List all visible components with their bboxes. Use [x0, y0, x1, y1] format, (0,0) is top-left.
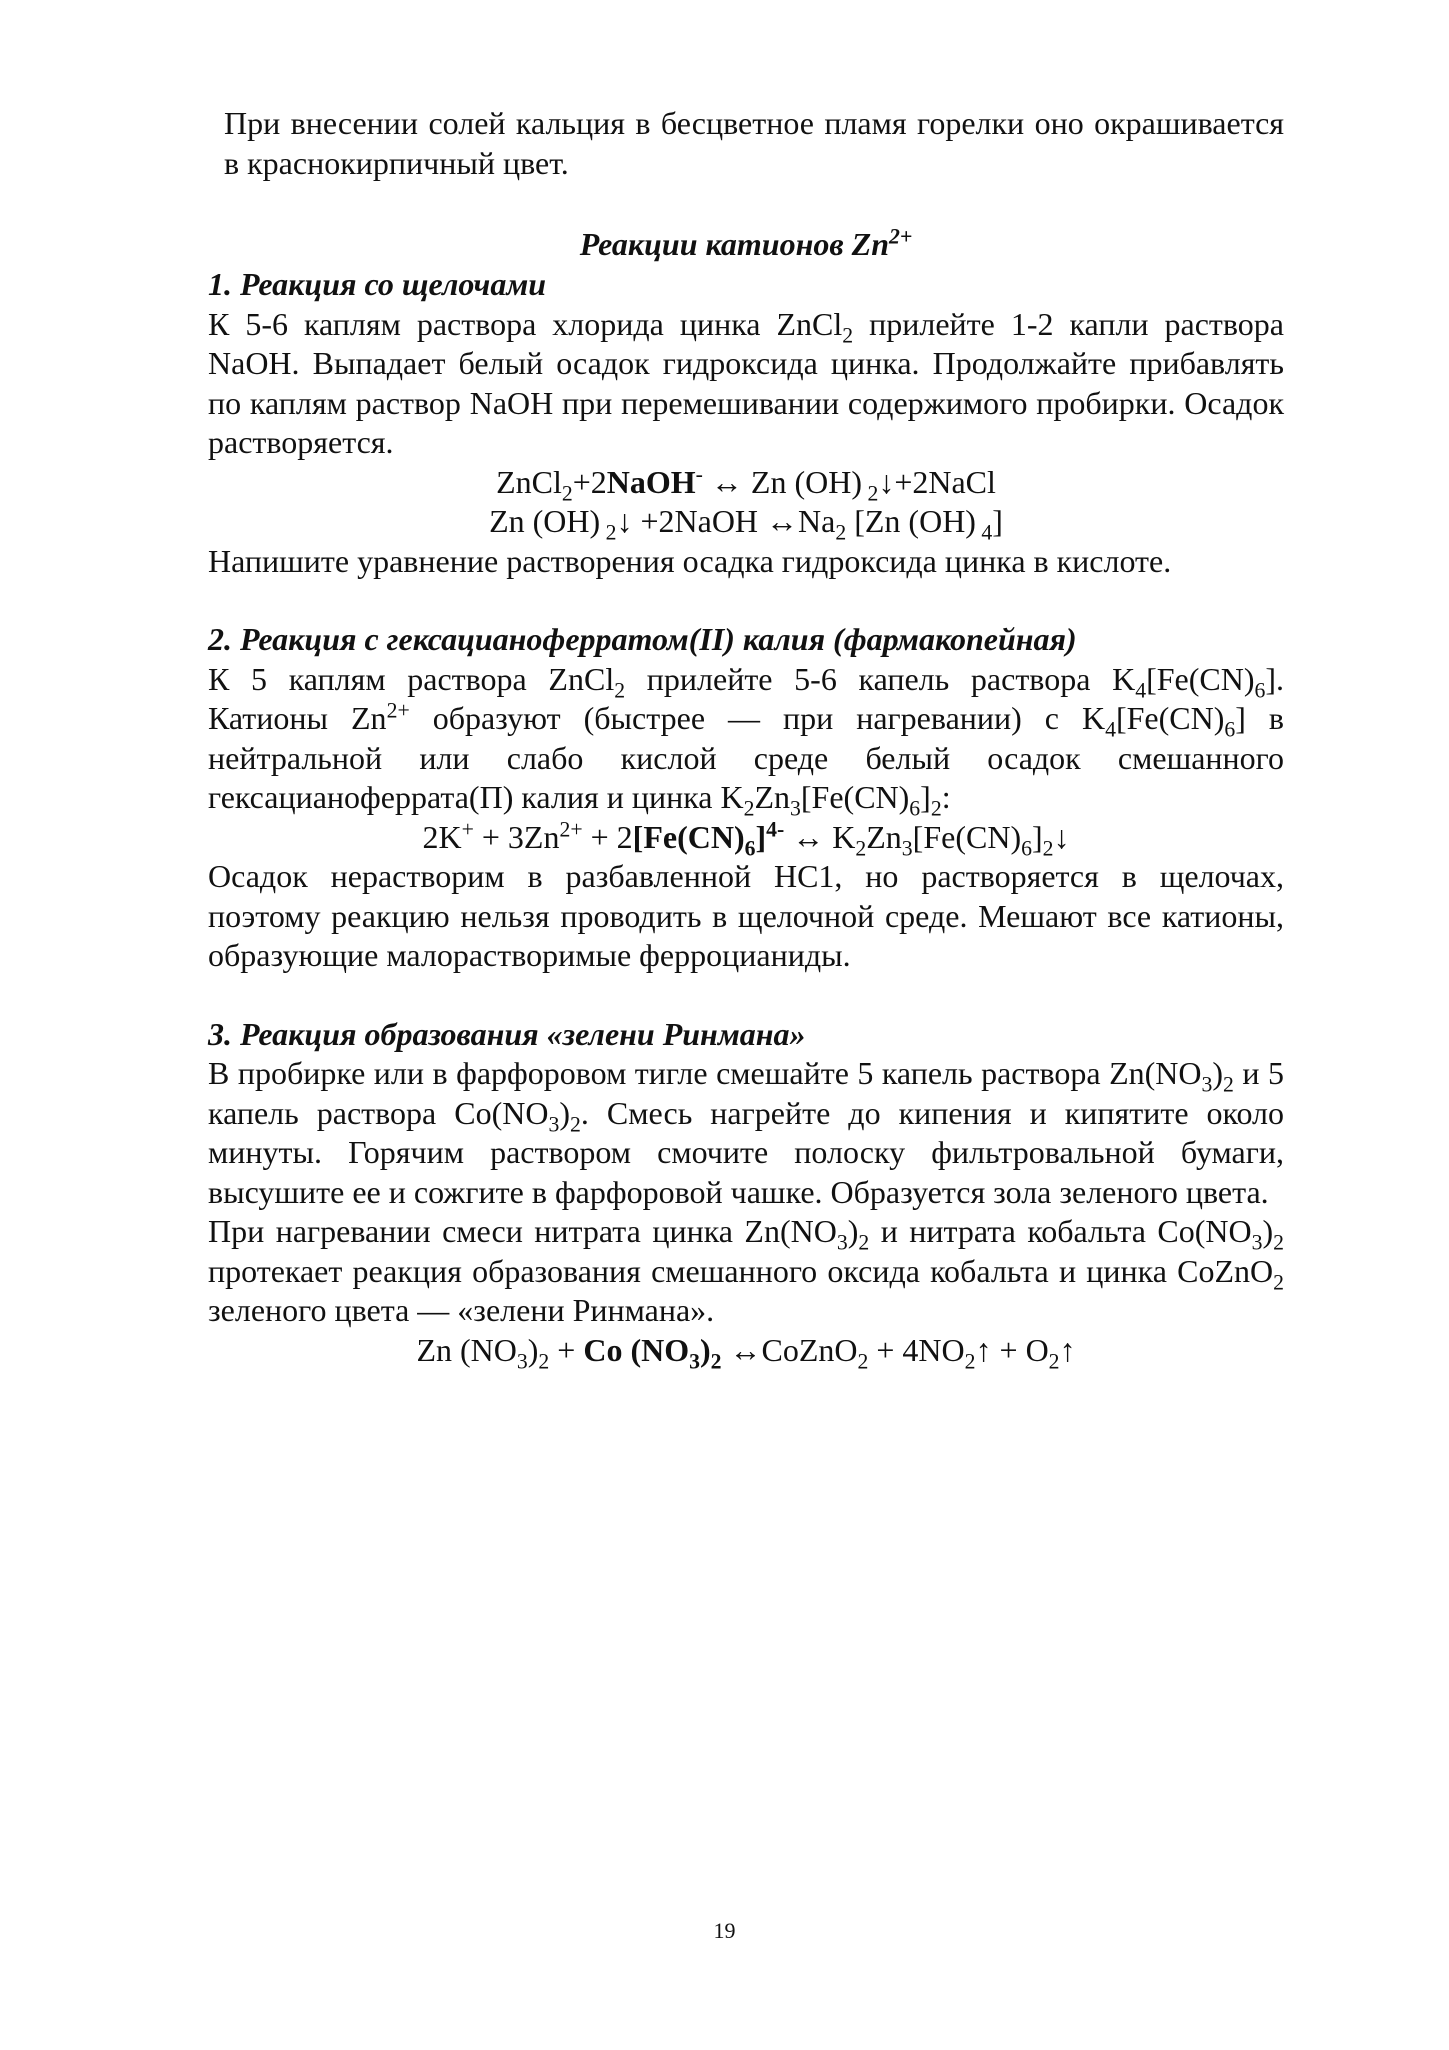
section-title	[208, 223, 1284, 265]
section-title-text: Реакции катионов Zn	[579, 226, 889, 262]
section1-equation2: Zn (OH) $_2$↓ +2NaOH $\leftrightarrow Na_2$ [Zn (OH) $_4$]	[489, 503, 1003, 545]
section3-equation: Zn $(NO_3)_2 + Co$ $(NO_3)_2$ ↔CoZnO$_2$ + $4NO_2↑$ + $O_2↑$	[416, 1331, 1076, 1373]
section1-paragraph2: Напишите уравнение растворения осадка гидроксида цинка в кислоте.	[208, 542, 1172, 579]
section3-heading: 3. Реакция образования «зелени Ринмана»	[208, 1015, 806, 1052]
intro-paragraph: При внесении солей кальция в бесцветное пламя горелки оно окрашивается в краснокирпичный цвет.	[224, 105, 1284, 181]
section1-equation1: ZnCl$_2$+2NaOH- ↔ Zn (OH) $_2$↓+2NaCl	[496, 461, 996, 505]
section2-paragraph2: Осадок нерастворим в разбавленной НС1, но растворяется в щелочах, поэтому реакцию нельзя проводить в щелочной среде. Мешают все катионы, образующие малорастворимые ферроцианиды.	[208, 858, 1284, 973]
section-title-charge: 2+	[889, 224, 913, 249]
section2-paragraph1: К 5 каплям раствора ZnCl$_2$ прилейте 5-6 капель раствора $K_4[Fe(CN)_6]$. Катионы $Zn^{2+}$ образуют (быстрее — при нагревании) с $K_4[Fe(CN)_6]$ в нейтральной или слабо кислой среде белый осадок смешанного гексацианоферрата(П) калия и цинка $K_2Zn_3[Fe(CN)_6]_2$:	[208, 660, 1285, 821]
section2-equation: $2K^+ + 3Zn^{2+} + 2[Fe(CN)_6]^{4-}$ ↔ $K_2Zn_3[Fe(CN)_6]_2↓$	[422, 816, 1070, 860]
section3-paragraph2: При нагревании смеси нитрата цинка $Zn(NO_3)_2$ и нитрата кобальта $Co(NO_3)_2$ протекает реакция образования смешанного оксида кобальта и цинка CoZnO$_2$ зеленого цвета — «зелени Ринмана».	[208, 1213, 1284, 1328]
section3-paragraph1: В пробирке или в фарфоровом тигле смешайте 5 капель раствора $Zn(NO_3)_2$ и 5 капель раствора $Co(NO_3)_2$. Смесь нагрейте до кипения и кипятите около минуты. Горячим раствором смочите полоску фильтровальной бумаги, высушите ее и сожгите в фарфоровой чашке. Образуется зола зеленого цвета.	[208, 1055, 1285, 1210]
section1-paragraph1: К 5-6 каплям раствора хлорида цинка ZnCl$_2$ прилейте 1-2 капли раствора NaOH. Выпадает белый осадок гидроксида цинка. Продолжайте прибавлять по каплям раствор NaOH при перемешивании содержимого пробирки. Осадок растворяется.	[208, 305, 1285, 460]
page-content	[208, 104, 1285, 1373]
section2-heading: 2. Реакция с гексацианоферратом(II) калия (фармакопейная)	[208, 621, 1077, 657]
section1-heading: 1. Реакция со щелочами	[208, 266, 547, 302]
page-number: 19	[713, 1918, 736, 1943]
